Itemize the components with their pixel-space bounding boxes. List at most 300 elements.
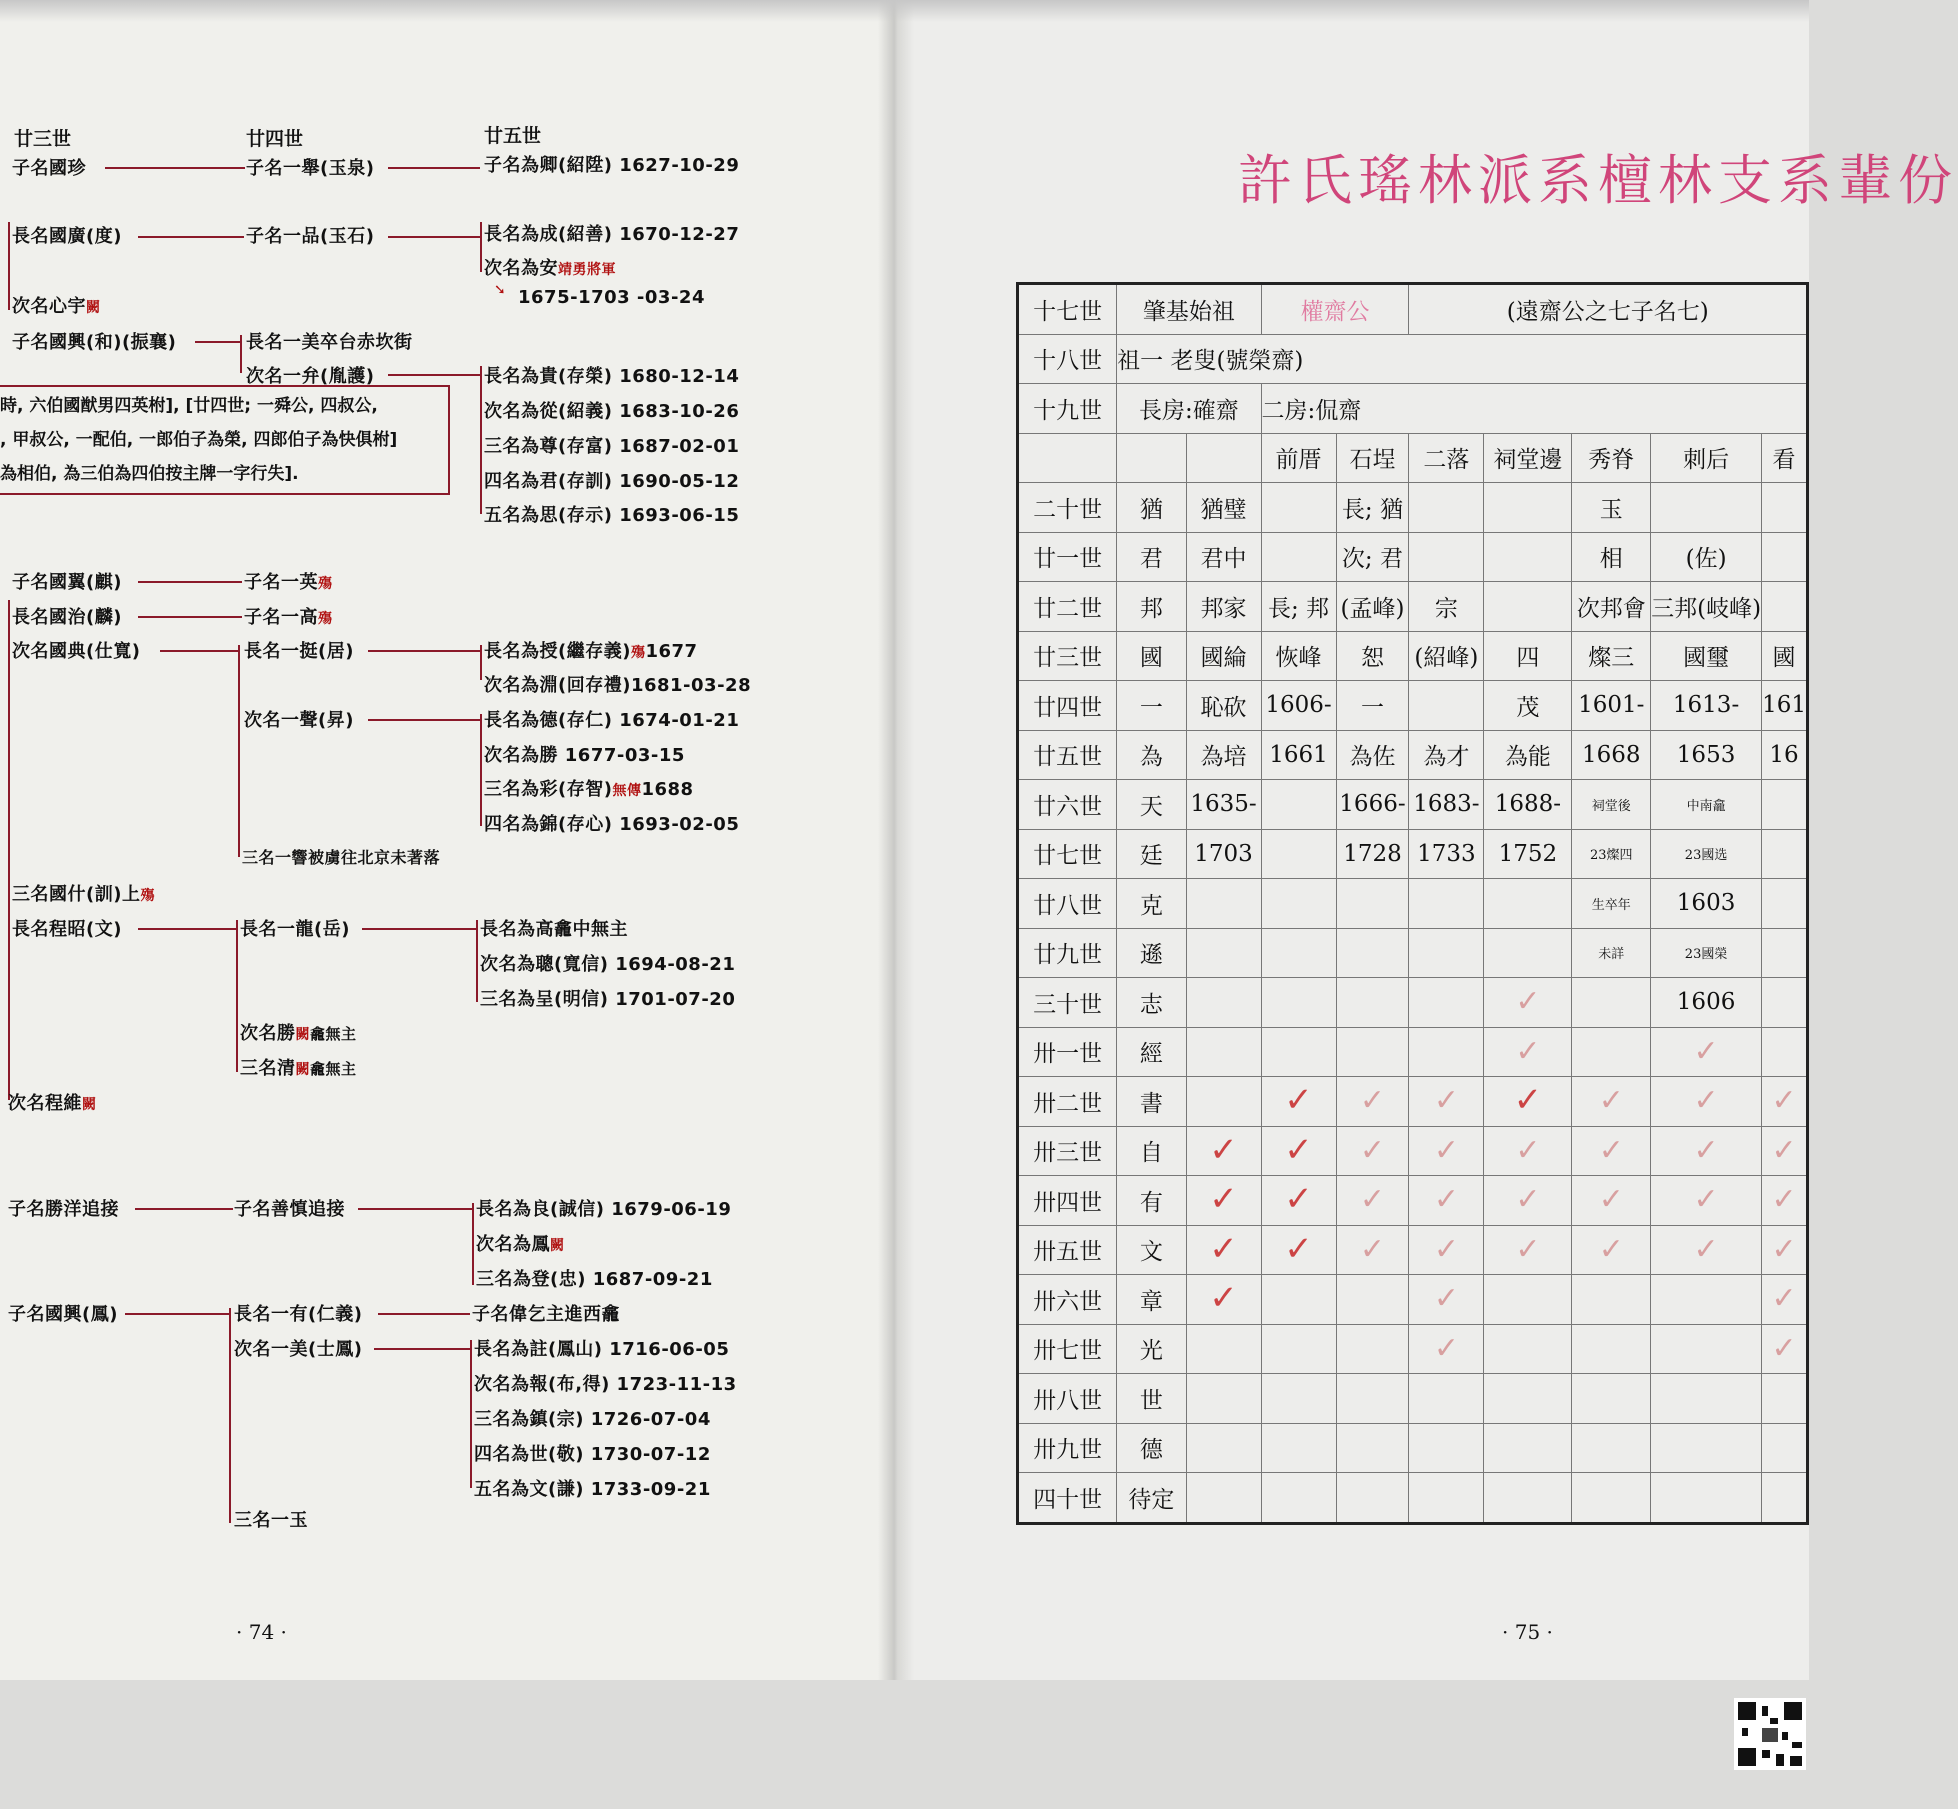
table-cell: 克 [1117,879,1186,929]
table-cell: 1752 [1484,829,1572,879]
tree-node: 長名為授(繼存義)殤1677 [484,641,698,662]
table-row [1018,631,1808,681]
table-cell [1572,1374,1651,1424]
check-mark: ✓ [1693,1083,1719,1119]
check-mark: ✓ [1598,1182,1624,1218]
tree-node: 次名為報(布,得) 1723-11-13 [474,1374,737,1395]
table-cell [1409,1275,1484,1325]
check-mark: ✓ [1433,1132,1459,1168]
table-cell: 三十世 [1018,978,1117,1028]
table-cell: 國綸 [1186,631,1261,681]
table-cell: 祠堂邊 [1484,433,1572,483]
table-cell: 三邦(岐峰) [1651,582,1762,632]
table-cell [1261,1027,1336,1077]
table-row [1018,928,1808,978]
table-cell [1261,978,1336,1028]
gen-header-24: 廿四世 [246,128,304,150]
table-cell [1261,1473,1336,1524]
table-cell [1261,1176,1336,1226]
tree-node: 三名為彩(存智)無傳1688 [484,779,694,800]
check-mark: ✓ [1771,1281,1797,1317]
check-mark: ✓ [1515,1033,1541,1069]
table-cell [1651,1027,1762,1077]
tree-node: 三名一響被虜往北京未著落 [242,848,441,867]
table-cell [1336,1077,1409,1127]
tree-node: 次名為淵(回存禮)1681-03-28 [484,675,752,696]
table-cell [1186,1275,1261,1325]
tree-node: 子名國興(鳳) [8,1304,118,1325]
table-cell: 卅三世 [1018,1126,1117,1176]
table-cell [1261,928,1336,978]
table-cell [1484,1374,1572,1424]
tree-node: 子名國興(和)(振襄) [12,332,177,353]
table-cell [1117,433,1186,483]
tree-node: 次名程維闕 [8,1093,97,1114]
table-cell: 廿三世 [1018,631,1117,681]
table-cell: 廿一世 [1018,532,1117,582]
table-cell: 國璽 [1651,631,1762,681]
table-cell [1261,829,1336,879]
table-cell [1572,1324,1651,1374]
table-cell [1762,1027,1808,1077]
check-mark: ✓ [1693,1182,1719,1218]
table-cell [1409,928,1484,978]
tree-node: 三名清闕龕無主 [240,1058,357,1079]
table-cell [1572,1225,1651,1275]
table-cell [1572,1027,1651,1077]
table-cell [1261,1324,1336,1374]
check-mark: ✓ [1284,1080,1313,1121]
table-cell: 書 [1117,1077,1186,1127]
table-cell [1409,1225,1484,1275]
tree-node: 三名為鎮(宗) 1726-07-04 [474,1409,711,1430]
table-cell [1186,1423,1261,1473]
table-cell [1409,879,1484,929]
gen-header-23: 廿三世 [14,128,72,150]
table-cell: 次邦會 [1572,582,1651,632]
table-row [1018,1126,1808,1176]
check-mark: ✓ [1433,1083,1459,1119]
tree-node: 次名一聲(昇) [244,710,354,731]
table-cell [1572,1473,1651,1524]
table-cell: 世 [1117,1374,1186,1424]
table-cell: 遜 [1117,928,1186,978]
table-cell: 1666- [1336,780,1409,830]
table-cell: 待定 [1117,1473,1186,1524]
table-cell: 國 [1117,631,1186,681]
table-cell [1762,1077,1808,1127]
table-cell [1484,483,1572,533]
tree-node: 長名為貴(存榮) 1680-12-14 [484,366,740,387]
table-cell: 1635- [1186,780,1261,830]
table-cell: 為能 [1484,730,1572,780]
table-cell [1651,1275,1762,1325]
table-cell [1261,879,1336,929]
tree-node: 子名國珍 [12,158,86,179]
table-cell: 卅二世 [1018,1077,1117,1127]
table-cell [1651,483,1762,533]
check-mark: ✓ [1284,1228,1313,1269]
table-cell [1261,1126,1336,1176]
check-mark: ✓ [1284,1129,1313,1170]
table-cell [1186,1324,1261,1374]
table-cell: 廿九世 [1018,928,1117,978]
table-cell: 廿五世 [1018,730,1117,780]
tree-node: 長名為良(誠信) 1679-06-19 [476,1199,732,1220]
table-cell: 為佐 [1336,730,1409,780]
tree-node: 次名為勝 1677-03-15 [484,745,685,766]
table-row [1018,1027,1808,1077]
tree-node: 五名為文(謙) 1733-09-21 [474,1479,711,1500]
tree-node: 子名為卿(紹陞) 1627-10-29 [484,155,740,176]
tree-node: 長名一有(仁義) [234,1304,363,1325]
table-cell [1651,1176,1762,1226]
table-cell: 1683- [1409,780,1484,830]
table-cell [1651,1324,1762,1374]
table-cell: 前厝 [1261,433,1336,483]
table-row [1018,284,1808,335]
table-cell [1572,1423,1651,1473]
table-cell: (紹峰) [1409,631,1484,681]
table-cell: 長; 猶 [1336,483,1409,533]
table-cell [1261,780,1336,830]
tree-node: 次名為聰(寬信) 1694-08-21 [480,954,736,975]
table-cell: (遠齋公之七子名七) [1409,284,1808,335]
table-cell [1572,1126,1651,1176]
table-cell [1484,582,1572,632]
table-cell [1572,1077,1651,1127]
tree-node: 次名一弁(胤護) [246,366,375,387]
check-mark: ✓ [1771,1182,1797,1218]
table-cell: 玉 [1572,483,1651,533]
table-cell [1261,1225,1336,1275]
tree-node: 長名國廣(度) [12,226,122,247]
table-cell: (佐) [1651,532,1762,582]
table-cell [1484,928,1572,978]
check-mark: ✓ [1209,1228,1238,1269]
table-row [1018,384,1808,434]
table-cell [1409,1473,1484,1524]
table-cell: 廷 [1117,829,1186,879]
table-row [1018,1176,1808,1226]
table-cell [1186,1374,1261,1424]
table-cell [1762,483,1808,533]
table-cell [1336,1473,1409,1524]
check-mark: ✓ [1693,1132,1719,1168]
check-mark: ✓ [1693,1231,1719,1267]
table-cell [1186,1225,1261,1275]
table-cell [1186,1027,1261,1077]
table-cell: 16 [1762,730,1808,780]
table-cell: 猶 [1117,483,1186,533]
table-cell [1762,532,1808,582]
tree-node: 長名為成(紹善) 1670-12-27 [484,224,740,245]
check-mark: ✓ [1771,1132,1797,1168]
table-row [1018,1077,1808,1127]
table-cell: 石埕 [1336,433,1409,483]
table-row [1018,1374,1808,1424]
table-cell: 卅四世 [1018,1176,1117,1226]
table-cell: 1703 [1186,829,1261,879]
tree-node: 長名一挺(居) [244,641,354,662]
table-cell [1762,1275,1808,1325]
table-cell: 權齋公 [1261,284,1409,335]
tree-node: 子名一舉(玉泉) [246,158,375,179]
table-cell: 猶璧 [1186,483,1261,533]
check-mark: ✓ [1513,1080,1543,1121]
tree-node: 三名為登(忠) 1687-09-21 [476,1269,713,1290]
check-mark: ✓ [1598,1231,1624,1267]
tree-node: 次名為從(紹義) 1683-10-26 [484,401,740,422]
table-cell [1484,879,1572,929]
table-cell: 志 [1117,978,1186,1028]
table-cell [1261,1077,1336,1127]
table-cell [1484,1473,1572,1524]
tree-node: 次名一美(士鳳) [234,1339,363,1360]
tree-node: 長名為註(鳳山) 1716-06-05 [474,1339,730,1360]
table-cell [1336,1126,1409,1176]
page-number-left: · 74 · [236,1620,287,1644]
table-cell [1484,1027,1572,1077]
table-cell: 茂 [1484,681,1572,731]
table-cell [1336,1027,1409,1077]
table-cell: 卅一世 [1018,1027,1117,1077]
table-cell: 1661 [1261,730,1336,780]
table-cell: 一 [1117,681,1186,731]
table-cell: 一 [1336,681,1409,731]
tree-node: 子名國翼(麒) [12,572,122,593]
check-mark: ✓ [1359,1132,1386,1168]
table-row [1018,433,1808,483]
check-mark: ✓ [1771,1231,1797,1267]
tree-node: 長名為德(存仁) 1674-01-21 [484,710,740,731]
table-cell [1336,978,1409,1028]
table-cell [1762,928,1808,978]
table-cell [1762,1473,1808,1524]
table-cell [1409,1077,1484,1127]
generation-table [1016,282,1809,1525]
table-cell [1484,1275,1572,1325]
table-cell: 十八世 [1018,334,1117,384]
table-cell: 卅五世 [1018,1225,1117,1275]
table-cell [1762,582,1808,632]
table-cell: 二落 [1409,433,1484,483]
check-mark: ✓ [1693,1033,1719,1069]
table-cell [1762,1126,1808,1176]
table-cell: 廿七世 [1018,829,1117,879]
tree-node: 三名一玉 [234,1510,308,1531]
left-page [0,0,895,1680]
table-cell: 為 [1117,730,1186,780]
check-mark: ✓ [1359,1083,1386,1119]
table-cell: 1601- [1572,681,1651,731]
table-cell: 十七世 [1018,284,1117,335]
table-cell [1186,928,1261,978]
table-cell: 刺后 [1651,433,1762,483]
table-cell: 廿四世 [1018,681,1117,731]
table-cell: 中南龕 [1651,780,1762,830]
table-row [1018,532,1808,582]
table-cell [1186,1126,1261,1176]
check-mark: ✓ [1598,1083,1624,1119]
table-cell: 恕 [1336,631,1409,681]
table-row [1018,334,1808,384]
table-cell [1762,1374,1808,1424]
table-row [1018,1324,1808,1374]
table-row [1018,829,1808,879]
table-cell [1651,1077,1762,1127]
table-cell [1336,1324,1409,1374]
tree-node: 長名為高龕中無主 [480,919,628,940]
table-cell: 秀脊 [1572,433,1651,483]
tree-node: 次名勝闕龕無主 [240,1023,357,1044]
table-cell: 二十世 [1018,483,1117,533]
check-mark: ✓ [1515,1132,1541,1168]
table-cell: 次; 君 [1336,532,1409,582]
table-cell: 生卒年 [1572,879,1651,929]
table-cell [1409,1324,1484,1374]
table-cell: 君中 [1186,532,1261,582]
table-cell: 章 [1117,1275,1186,1325]
tree-node: 五名為思(存示) 1693-06-15 [484,505,740,526]
check-mark: ✓ [1359,1231,1386,1267]
tree-node: 次名國典(仕寬) [12,641,141,662]
table-cell [1484,1126,1572,1176]
table-cell [1409,1423,1484,1473]
table-cell: 看 [1762,433,1808,483]
tree-node: 長名一龍(岳) [240,919,350,940]
table-cell: 祠堂後 [1572,780,1651,830]
table-cell [1186,1473,1261,1524]
table-row [1018,1275,1808,1325]
tree-node: 子名勝洋追接 [8,1199,119,1220]
table-cell: 四 [1484,631,1572,681]
check-mark: ✓ [1209,1278,1238,1319]
table-cell [1409,483,1484,533]
table-cell: 十九世 [1018,384,1117,434]
table-cell: 為才 [1409,730,1484,780]
check-mark: ✓ [1359,1182,1386,1218]
tree-node: 子名一高殤 [244,607,333,628]
table-cell: 未詳 [1572,928,1651,978]
table-cell [1186,1077,1261,1127]
table-cell [1261,1275,1336,1325]
table-cell [1484,1225,1572,1275]
table-cell [1409,1374,1484,1424]
tree-node: 四名為君(存訓) 1690-05-12 [484,471,740,492]
check-mark: ✓ [1771,1330,1797,1366]
table-cell [1186,433,1261,483]
table-cell [1651,1126,1762,1176]
table-cell: 1733 [1409,829,1484,879]
top-shadow [0,0,1809,22]
table-cell [1651,1225,1762,1275]
table-cell: 卅七世 [1018,1324,1117,1374]
table-row [1018,780,1808,830]
tree-node: 三名為呈(明信) 1701-07-20 [480,989,736,1010]
table-row [1018,483,1808,533]
table-cell: 1606- [1261,681,1336,731]
page-title: 許氏瑤林派系檀林支系輩份 [1238,149,1958,212]
check-mark: ✓ [1433,1330,1459,1366]
table-cell [1762,879,1808,929]
tree-node: 子名一品(玉石) [246,226,375,247]
table-cell [1409,1126,1484,1176]
table-cell [1261,1423,1336,1473]
table-cell: 二房:侃齋 [1261,384,1807,434]
page-number-right: · 75 · [1502,1620,1553,1644]
table-cell: 卅九世 [1018,1423,1117,1473]
table-row [1018,978,1808,1028]
qr-code [1734,1698,1806,1770]
tree-node: 子名偉乞主進西龕 [472,1304,620,1325]
table-cell: 廿二世 [1018,582,1117,632]
table-cell [1409,1176,1484,1226]
table-cell [1762,1423,1808,1473]
table-cell [1762,978,1808,1028]
annotation-note: 時, 六伯國猷男四英柎], [廿四世; 一舜公, 四叔公, , 甲叔公, 一配伯, 一郎伯子為榮, 四郎伯子為快俱柎] 為相伯, 為三伯為四伯按主牌一字行失]. [0,385,450,495]
table-cell: 自 [1117,1126,1186,1176]
table-cell [1572,1176,1651,1226]
check-mark: ✓ [1433,1231,1459,1267]
table-cell: 肇基始祖 [1117,284,1261,335]
table-cell: 相 [1572,532,1651,582]
check-mark: ✓ [1598,1132,1624,1168]
table-row [1018,681,1808,731]
table-row [1018,1423,1808,1473]
table-cell [1336,1423,1409,1473]
table-cell [1186,879,1261,929]
table-cell [1409,532,1484,582]
table-row [1018,730,1808,780]
table-cell [1651,1473,1762,1524]
table-cell: 祖一 老叟(號榮齋) [1117,334,1808,384]
table-row [1018,1473,1808,1524]
table-cell: 宗 [1409,582,1484,632]
tree-node: 次名為安靖勇將軍 [484,258,616,279]
tree-node: 長名一美卒台赤坎街 [246,332,413,353]
table-cell [1336,1176,1409,1226]
tree-node: 次名心宇闕 [12,296,101,317]
table-cell [1409,978,1484,1028]
tree-node: 三名為尊(存富) 1687-02-01 [484,436,740,457]
table-cell [1762,829,1808,879]
book-gutter [878,0,914,1680]
table-cell: 1688- [1484,780,1572,830]
table-cell: 君 [1117,532,1186,582]
table-cell: 23國榮 [1651,928,1762,978]
table-cell [1261,1374,1336,1424]
table-cell [1336,879,1409,929]
table-cell [1762,780,1808,830]
table-cell [1261,483,1336,533]
table-cell [1484,1077,1572,1127]
tree-node: 四名為世(敬) 1730-07-12 [474,1444,711,1465]
table-cell [1261,532,1336,582]
table-cell: 光 [1117,1324,1186,1374]
tree-node: 子名一英殤 [244,572,333,593]
table-cell [1484,978,1572,1028]
table-cell: 1653 [1651,730,1762,780]
table-cell: 廿六世 [1018,780,1117,830]
tree-node: 次名為鳳闕 [476,1234,565,1255]
table-cell: (孟峰) [1336,582,1409,632]
table-cell [1336,1275,1409,1325]
tree-node: 四名為錦(存心) 1693-02-05 [484,814,740,835]
table-row [1018,582,1808,632]
table-cell: 恥砍 [1186,681,1261,731]
table-cell: 經 [1117,1027,1186,1077]
